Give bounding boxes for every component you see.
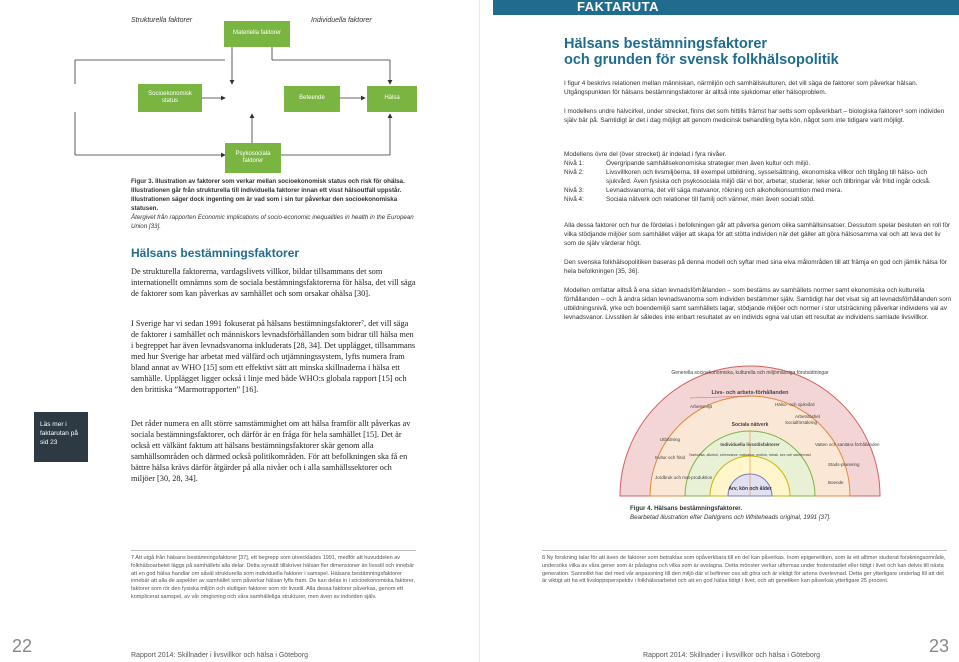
fakta-paragraph-2: I modellens undre halvcirkel, under strecket, finns det som hittills främst har setts som opåverkbart – biologiska faktorer⁸ som individen själv bär på. Samtidigt är det i dag möjligt att genom medicinsk behandling byta kön, något som inte tidigare varit möjligt. <box>564 108 945 124</box>
page-number-left: 22 <box>12 636 33 656</box>
caption-line: Bearbetad illustration efter Dahlgrens och Whiteheads original, 1991 [37]. <box>630 513 831 521</box>
footnote-8: 8 Ny forskning talar för att även de faktorer som betraktas som opåverkbara till en del kan påverkas. Inom epigenetiken, som är ett alltmer studerat forskningsområde, undersöks vilka av våra gener som är påslagna och vilka som är avslagna. Detta mönster verkar utformas under fosterstadiet eller tidigt i livet och kan delvis till nästa generation. Sannolikt har det med vår anpassning till den miljö där vi befinner oss att göra och är viktigt för artens överlevnad. Detta ger ytterligare underlag till att det är viktigt att ha ett livsloppsperspektiv i folkhälsoarbetet och att en god hälsa tidigt i livet, och att genetiken kan påverkas ytterligare 25 procent. <box>542 550 947 586</box>
label-unemployment: Arbetslöshet <box>795 414 821 419</box>
fakta-paragraph-1: I figur 4 beskrivs relationen mellan människan, närmiljön och samhällskulturen, det vill säga de faktorer som påverkar hälsan. Utgångspunkten för hälsans bestämningsfaktorer är alltså inte sjukdomar eller hälsoproblem. <box>564 80 918 96</box>
caption-line: Illustrationen går från strukturella till individuella faktorer innan ett visst hälsoutfall uppstår. <box>131 186 402 194</box>
label-education: Utbildning <box>660 437 681 442</box>
label-individual-lifestyle: Individuella livsstilsfaktorer <box>720 442 780 447</box>
label-health-care: Hälso- och sjukvård <box>775 402 815 407</box>
footnote-7: 7 Att utgå från hälsans bestämningsfaktorer [37], ett begrepp som utvecklades 1991, medför att huvuddelen av folkhälsoarbetet läggs på samhällets alla delar. Detta synsätt tillskriver hälsan fler dimensioner än livsstil och innebär att en god hälsa handlar om såväl strukturella som individuella faktorer i samspel. Hälsans bestämningsfaktorer innebär att alla de aspekter av samhället som påverkar hälsan lyfts fram. De kan delas in i socioekonomiska faktorer, faktorer som rör den fysiska miljön och slutligen faktorer som rör livsstil. Alla dessa faktorer påverkas, genom ett komplicerat samspel, av vår omgivning och våra samhälleliga strukturer, men även av individen själv. <box>131 550 416 602</box>
label-structural-factors: Strukturella faktorer <box>131 17 193 24</box>
box-behavior: Beteende <box>284 86 340 112</box>
level-key: Nivå 2: <box>564 169 584 176</box>
label-agriculture: Jordbruk och mat-produktion <box>655 475 713 480</box>
label-living-work: Livs- och arbets-förhållanden <box>711 390 789 396</box>
body-paragraph-1: De strukturella faktorerna, vardagslivets villkor, bildar tillsammans det som internationellt omnämns som de sociala bestämningsfaktorerna för hälsa, det vill säga de faktorer som kan påverkas av samhället och som orsakar ohälsa [30]. <box>131 267 416 298</box>
label-water: Vatten och sanitära förhållanden <box>815 442 880 447</box>
body-paragraph-2: I Sverige har vi sedan 1991 fokuserat på hälsans bestämningsfaktorer⁷, det vill säga de faktorer i samhället och människors levnadsförhållanden som bidrar till hälsa men i begreppet har även levnadsvanorna inkluderats [28, 34]. Det upplägget, tillsammans med hur Sverige har arbetat med välfärd och utjämningssystem, lyfts numera fram bland annat av WHO [15] som ett effektivt sätt att minska skillnaderna i hälsa ett samhälle. Upplägget ligger också i linje med både WHO:s globala rapport [15] och den brittiska ”Marmotrapporten” [16]. <box>131 319 416 394</box>
fakta-label: FAKTARUTA <box>577 0 660 14</box>
label-individual-factors: Individuella faktorer <box>311 17 372 24</box>
level-row <box>564 159 952 168</box>
level-value: Övergripande samhällsekonomiska strategier men även kultur och miljö. <box>606 160 811 167</box>
level-value: Livsvillkoren och livsmiljöerna, till exempel utbildning, sysselsättning, ekonomiska villkor och tillgång till hälso- och sjukvård. Även fysiska och psykosociala miljö där vi bor, arbetar, studerar, leker och tillbringar vår fritid ingår också. <box>606 169 931 185</box>
box-psychosocial-factors: Psykosociala faktorer <box>225 143 281 173</box>
figure-4-diagram <box>600 356 900 506</box>
title-line-1: Hälsans bestämningsfaktorer <box>564 36 768 52</box>
label-urban: Stads-planering <box>828 462 860 467</box>
fakta-paragraph-4: Den svenska folkhälsopolitiken baseras på denna modell och syftar med sina elva målområden till att främja en god och jämlik hälsa för hela befolkningen [35, 36]. <box>564 259 947 275</box>
level-key: Nivå 4: <box>564 196 584 203</box>
box-socioeconomic-status: Socioekonomisk status <box>138 84 202 112</box>
fakta-title <box>564 36 839 68</box>
footer-left: Rapport 2014: Skillnader i livsvillkor och hälsa i Göteborg <box>131 652 309 659</box>
label-social-insurance: Socialförsäkring <box>785 420 818 425</box>
body-paragraph-3: Det råder numera en allt större samstämmighet om att hälsa framför allt påverkas av sociala bestämningsfaktorer, och därför är en fråga för hela samhället [15]. Det är också ett välkänt faktum att hälsans bestämningsfaktorer skär genom alla samhällsområden och därmed också politikområden. För att befolkningen ska få en bättre hälsa krävs därför åtgärder på alla nivåer och i alla samhällssektorer och miljöer [30, 28, 34]. <box>131 419 411 483</box>
label-housing: Boende <box>828 480 844 485</box>
level-row <box>564 186 952 195</box>
label-culture: Kultur och fritid <box>655 455 686 460</box>
label-lifestyle-items: Narkotika, alkohol, sömnvanor, matvanor, motion, tobak, sex och samlevnad <box>689 453 811 457</box>
box-health: Hälsa <box>367 86 417 112</box>
page-number-right: 23 <box>928 636 949 656</box>
caption-line: Illustrationen säger dock ingenting om är vad som i sin tur påverkar den socioekonomiska statusen. <box>131 195 398 212</box>
figure-3-caption <box>131 178 421 231</box>
label-social-network: Sociala nätverk <box>731 422 769 428</box>
caption-line: Figur 4. Hälsans bestämningsfaktorer. <box>630 505 743 512</box>
label-age-sex-genes: Arv, kön och ålder <box>728 486 772 492</box>
fakta-paragraph-3: Alla dessa faktorer och hur de fördelas i befolkningen går att påverka genom olika samhällsinsatser. Dessutom spelar besluten en roll för vilka stödjande miljöer som samhället väljer att skapa för att stötta individen när det gäller att göra hälsosamma val och att leva det liv som de själv värderar högt. <box>564 222 951 247</box>
figure-3-diagram <box>0 0 479 175</box>
level-key: Nivå 3: <box>564 187 584 194</box>
left-page <box>0 0 479 662</box>
level-row <box>564 195 952 204</box>
levels-list <box>564 150 952 204</box>
label-work-env: Arbetsmiljö <box>690 404 713 409</box>
caption-line: Figur 3. Illustration av faktorer som verkar mellan socioekonomisk status och risk för ohälsa. <box>131 178 405 185</box>
level-key: Nivå 1: <box>564 160 584 167</box>
figure-4-caption <box>630 505 831 523</box>
level-value: Sociala nätverk och relationer till familj och vänner, men även socialt stöd. <box>606 196 815 203</box>
read-more-note: Läs mer i faktarutan på sid 23 <box>34 412 88 462</box>
caption-line: Återgivet från rapporten Economic implications of socio-economic inequalities in health in the European Union [33]. <box>131 213 414 230</box>
label-outer-arc: Generella socioekonomiska, kulturella och miljömässiga förutsättningar <box>671 370 829 376</box>
title-line-2: och grunden för svensk folkhälsopolitik <box>564 52 839 68</box>
fakta-header-bar <box>493 0 959 15</box>
levels-intro: Modellens övre del (över strecket) är indelad i fyra nivåer. <box>564 151 727 158</box>
level-value: Levnadsvanorna, det vill säga matvanor, rökning och alkoholkonsumtion med mera. <box>606 187 843 194</box>
right-page <box>480 0 959 662</box>
fakta-paragraph-5: Modellen omfattar alltså å ena sidan levnadsförhållanden – som bestäms av samhällets normer samt ekonomiska och kulturella förhållanden – och å andra sidan levnadsvanorna som individen bestämmer själv. Samtidigt har det visat sig att levnadsförhållanden som utbildningsnivå, yrke och boendemiljö samt samhällets lagar, stödjande miljöer och normer i stor utsträckning påverkar individens val av levnadsvanor. Livsstilen är således inte enbart resultatet av en individs egna val utan ett resultat av individens samlade livsvillkor. <box>564 287 952 321</box>
footer-right: Rapport 2014: Skillnader i livsvillkor och hälsa i Göteborg <box>643 652 821 659</box>
level-row <box>564 168 952 186</box>
box-material-factors: Materiella faktorer <box>224 21 290 47</box>
section-heading: Hälsans bestämningsfaktorer <box>131 246 300 260</box>
